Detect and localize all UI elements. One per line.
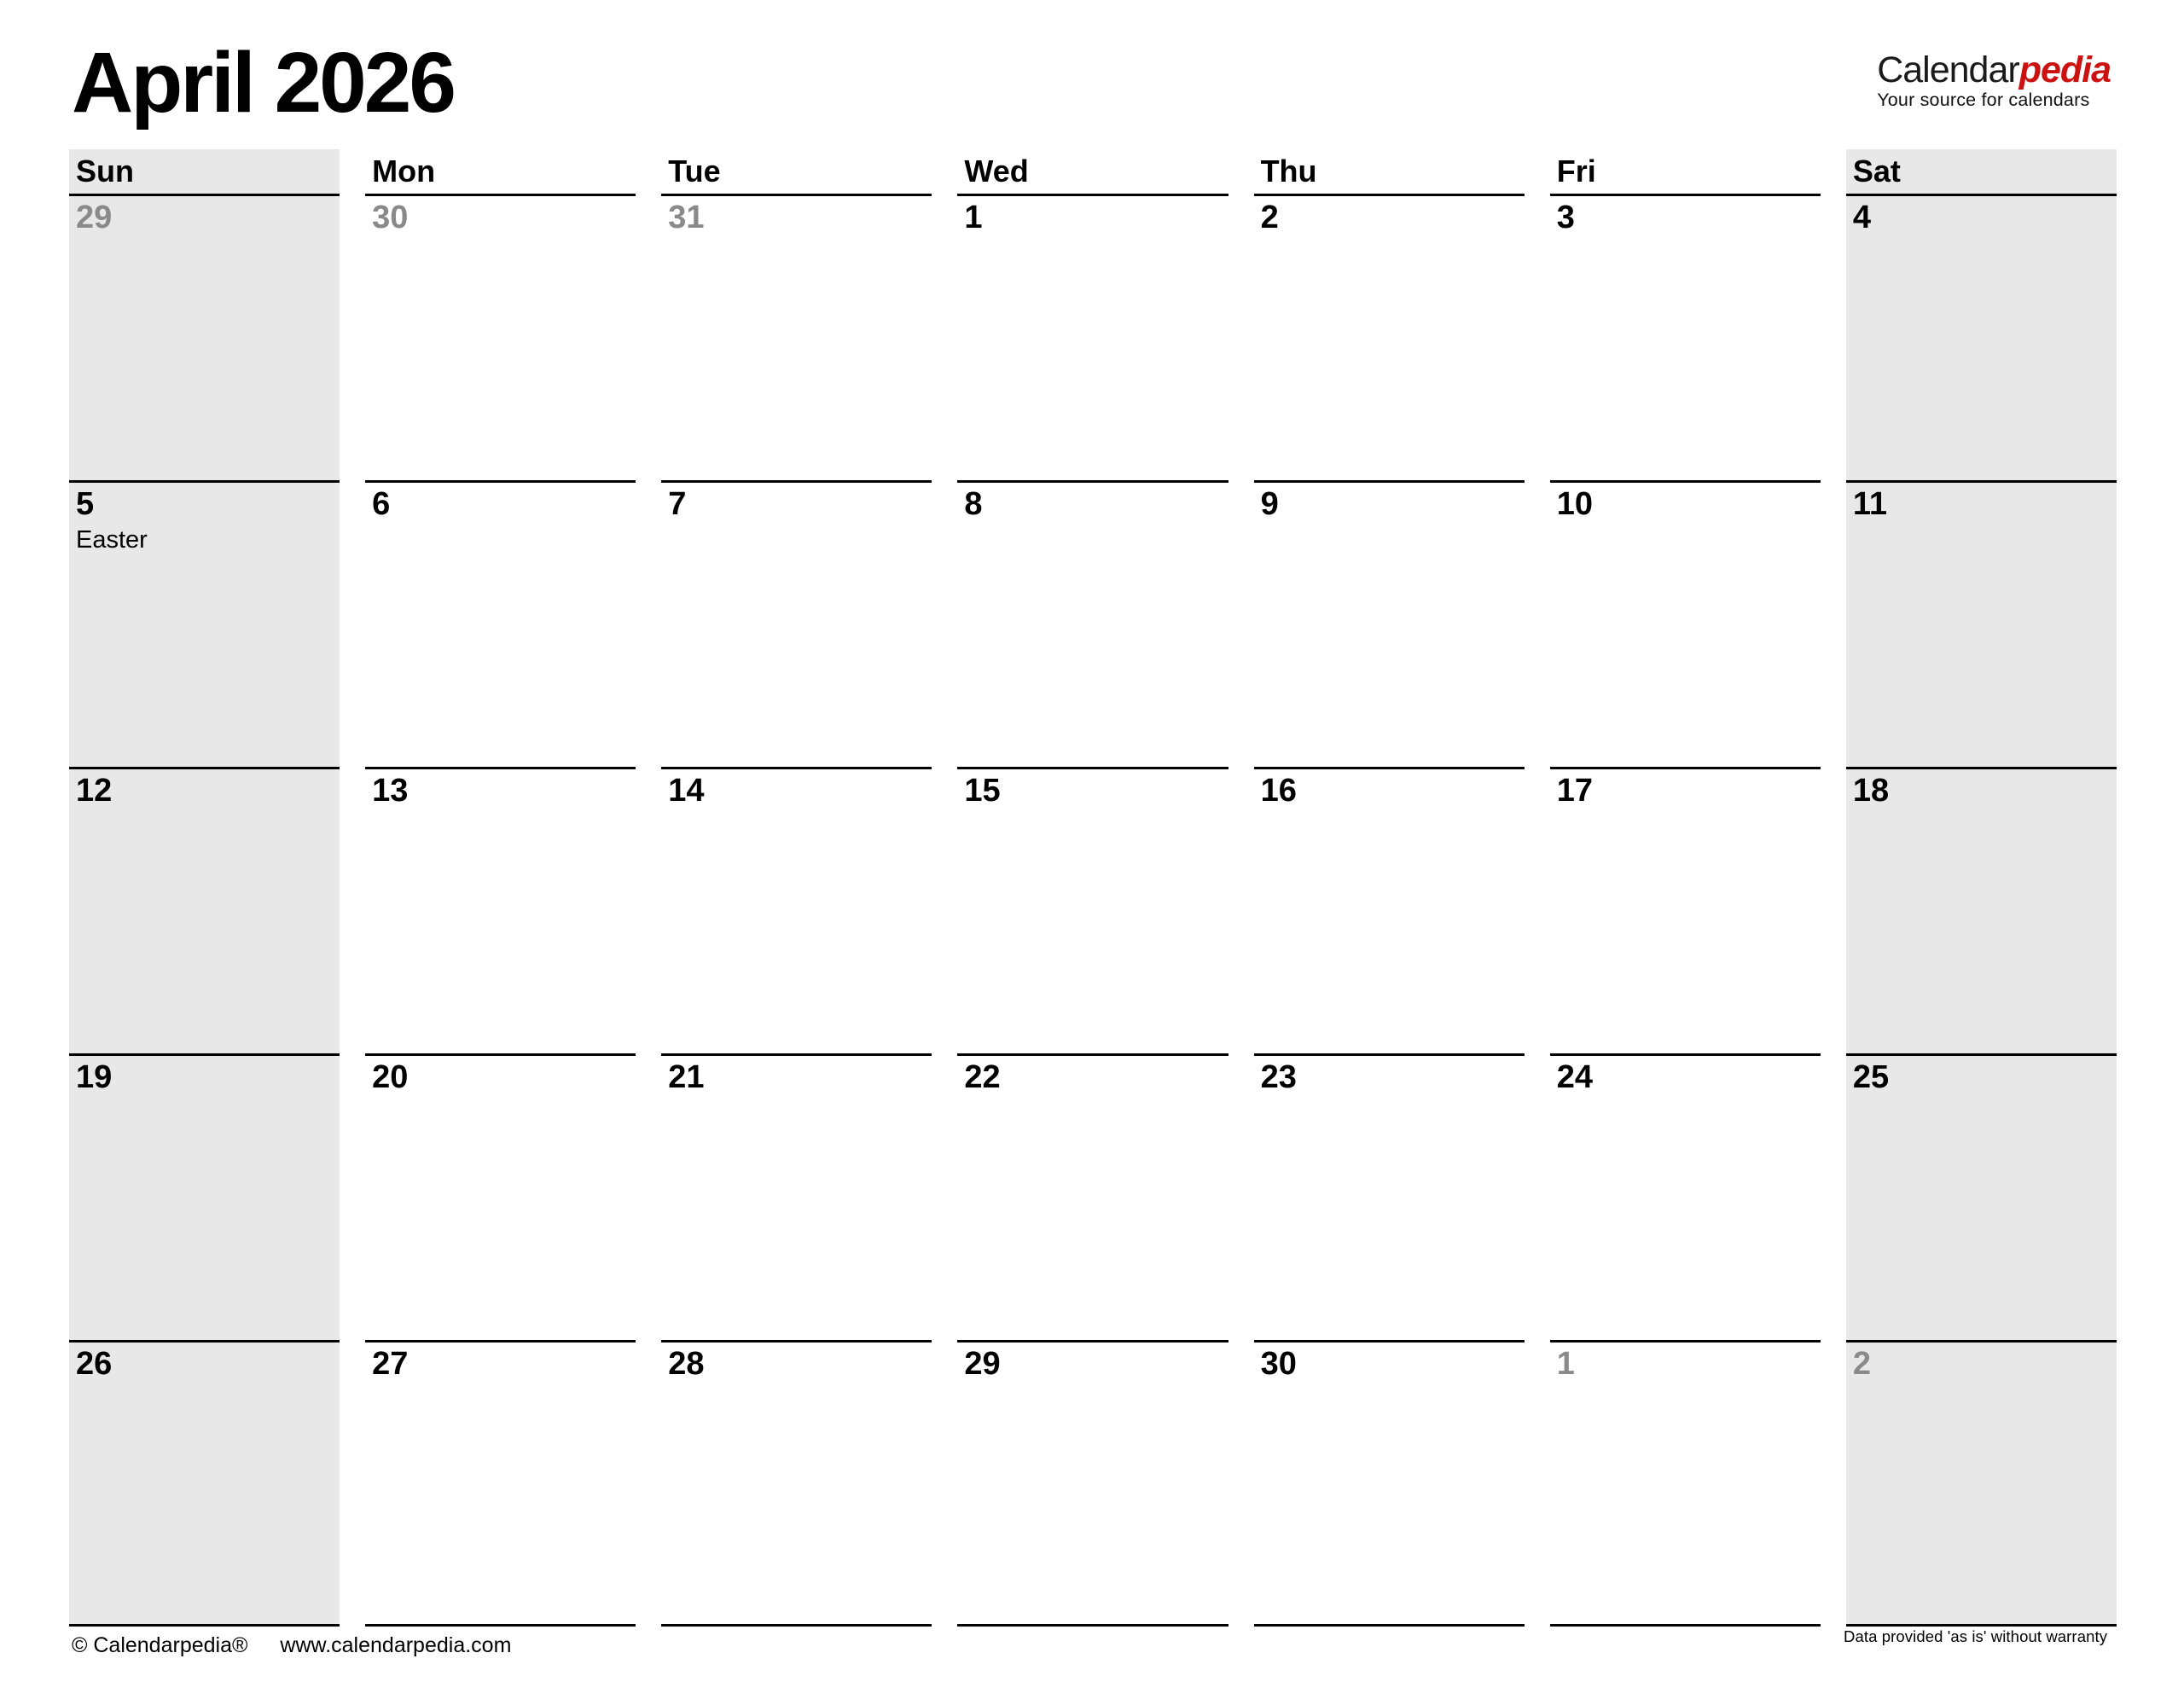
- day-cell: [1254, 480, 1525, 767]
- day-number: 29: [76, 200, 113, 235]
- day-number: 10: [1556, 486, 1593, 522]
- calendarpedia-logo: [1877, 49, 2111, 110]
- day-number: 3: [1556, 200, 1575, 235]
- weekday-header-sat: Sat: [1846, 149, 2117, 194]
- day-number: 12: [76, 773, 113, 809]
- logo-tagline: Your source for calendars: [1877, 90, 2090, 110]
- day-number: 24: [1556, 1059, 1593, 1095]
- day-cell: [365, 1053, 636, 1340]
- day-cell: [1550, 194, 1821, 480]
- day-number: 5: [76, 486, 95, 522]
- day-cell: [1846, 1053, 2117, 1340]
- footer-url: www.calendarpedia.com: [280, 1633, 512, 1657]
- logo-brand: [1877, 49, 2111, 90]
- day-cell: [69, 767, 340, 1053]
- day-number: 21: [668, 1059, 705, 1095]
- day-number: 7: [668, 486, 687, 522]
- day-number: 29: [964, 1346, 1001, 1382]
- day-number: 6: [372, 486, 391, 522]
- footer-left: [72, 1634, 511, 1658]
- holiday-label: Easter: [76, 526, 148, 554]
- day-cell: [661, 480, 932, 767]
- day-cell: [1846, 767, 2117, 1053]
- day-number: 11: [1852, 486, 1888, 522]
- weekday-header-tue: Tue: [668, 154, 721, 188]
- day-cell: [1254, 1340, 1525, 1627]
- day-number: 28: [668, 1346, 705, 1382]
- footer-disclaimer: Data provided 'as is' without warranty: [1844, 1627, 2108, 1645]
- day-cell: [957, 1340, 1228, 1627]
- day-cell: [957, 194, 1228, 480]
- day-number: 26: [76, 1346, 113, 1382]
- day-cell: [1550, 767, 1821, 1053]
- day-cell: [661, 1053, 932, 1340]
- day-cell: [365, 1340, 636, 1627]
- day-cell: [957, 1053, 1228, 1340]
- day-cell: [69, 1340, 340, 1627]
- day-number: 2: [1260, 200, 1279, 235]
- day-number: 1: [1556, 1346, 1575, 1382]
- day-cell: [1550, 1053, 1821, 1340]
- day-number: 18: [1852, 773, 1890, 809]
- day-number: 30: [1260, 1346, 1297, 1382]
- day-cell: [365, 767, 636, 1053]
- day-number: 9: [1260, 486, 1279, 522]
- day-number: 27: [372, 1346, 409, 1382]
- day-cell: [661, 194, 932, 480]
- day-cell: [1550, 1340, 1821, 1627]
- day-number: 30: [372, 200, 409, 235]
- day-cell: [69, 1053, 340, 1340]
- weekday-header-thu: Thu: [1260, 154, 1317, 188]
- day-number: 16: [1260, 773, 1297, 809]
- day-number: 23: [1260, 1059, 1297, 1095]
- day-cell: [69, 194, 340, 480]
- day-cell: [1254, 767, 1525, 1053]
- day-cell: [1254, 1053, 1525, 1340]
- day-cell: [1846, 480, 2117, 767]
- day-cell: [661, 767, 932, 1053]
- day-cell: [365, 194, 636, 480]
- footer-copyright: © Calendarpedia®: [72, 1633, 248, 1657]
- day-number: 20: [372, 1059, 409, 1095]
- day-cell: [1254, 194, 1525, 480]
- day-cell: [1846, 194, 2117, 480]
- weekday-header-wed: Wed: [964, 154, 1029, 188]
- day-number: 1: [964, 200, 983, 235]
- day-number: 25: [1852, 1059, 1890, 1095]
- day-number: 15: [964, 773, 1001, 809]
- day-cell: [957, 480, 1228, 767]
- day-cell: [365, 480, 636, 767]
- day-number: 31: [668, 200, 705, 235]
- weekday-header-mon: Mon: [372, 154, 436, 188]
- logo-calendar-text: Calendar: [1877, 49, 2019, 90]
- day-number: 8: [964, 486, 983, 522]
- day-number: 14: [668, 773, 705, 809]
- day-number: 17: [1556, 773, 1593, 809]
- day-cell: [1550, 480, 1821, 767]
- day-number: 2: [1852, 1346, 1871, 1382]
- day-number: 22: [964, 1059, 1001, 1095]
- weekday-header-sun: Sun: [69, 149, 340, 194]
- calendar-grid: [69, 149, 2117, 1627]
- day-number: 19: [76, 1059, 113, 1095]
- page-title: April 2026: [72, 35, 455, 130]
- logo-pedia-text: pedia: [2018, 49, 2111, 90]
- weekday-header-fri: Fri: [1556, 154, 1596, 188]
- day-number: 4: [1852, 200, 1871, 235]
- day-cell: [1846, 1340, 2117, 1627]
- day-number: 13: [372, 773, 409, 809]
- day-cell: [69, 480, 340, 767]
- day-cell: [661, 1340, 932, 1627]
- day-cell: [957, 767, 1228, 1053]
